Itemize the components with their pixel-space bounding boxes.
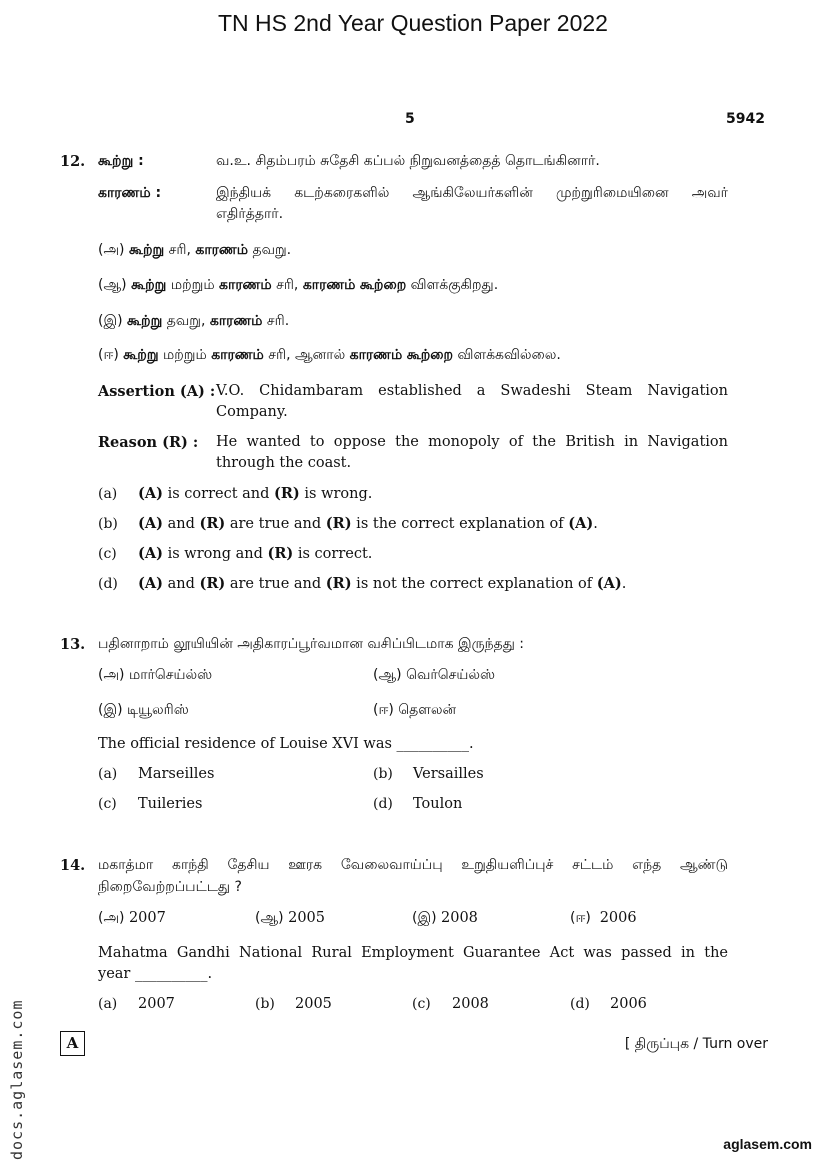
option-text-part: காரணம்: [219, 277, 272, 293]
ta-option-i[interactable]: [98, 702, 189, 720]
option-text-part: காரணம்: [349, 347, 403, 363]
option-label: (c): [412, 996, 431, 1012]
page-title: TN HS 2nd Year Question Paper 2022: [218, 10, 608, 36]
assertion-ta-text: வ.உ. சிதம்பரம் சுதேசி கப்பல் நிறுவனத்தைத் தொடங்கினார்.: [216, 153, 600, 169]
option-text: 2005: [295, 996, 332, 1012]
option-label: (ஈ): [570, 910, 591, 926]
option-text-part: (R): [325, 575, 352, 592]
en-option-d[interactable]: [373, 796, 462, 812]
option-text-part: (A): [138, 485, 163, 502]
watermark-text: docs.aglasem.com: [8, 999, 26, 1160]
series-box: A: [60, 1031, 85, 1056]
en-option-a[interactable]: [98, 996, 175, 1012]
option-text-part: (A): [138, 515, 163, 532]
option-text-part: கூற்று: [131, 277, 167, 293]
reason-en-label: Reason (R) :: [98, 434, 199, 451]
option-text-part: சரி.: [262, 313, 290, 329]
ta-option-ii[interactable]: [373, 702, 456, 720]
option-text-part: தவறு,: [162, 313, 210, 329]
option-text-part: is the correct explanation of: [351, 516, 569, 532]
option-text-part: is wrong.: [299, 486, 373, 502]
ta-option-aa[interactable]: [255, 910, 325, 928]
ta-option-i[interactable]: [412, 910, 478, 928]
en-option-c[interactable]: [98, 796, 202, 812]
option-text-part: சரி,: [164, 242, 196, 258]
option-label: (b): [373, 766, 393, 782]
option-label: (d): [373, 796, 393, 812]
option-label: (d): [570, 996, 590, 1012]
option-text-part: (R): [267, 545, 294, 562]
option-text-part: and: [162, 516, 200, 532]
turn-over-note: [ திருப்புக / Turn over: [624, 1036, 768, 1052]
assertion-en-label: Assertion (A) :: [98, 383, 216, 400]
reason-en-line-1: He wanted to oppose the monopoly of the British in Navigation: [216, 434, 728, 450]
option-label: (b): [98, 516, 118, 532]
en-option-d[interactable]: [570, 996, 647, 1012]
option-text-part: (A): [596, 575, 622, 592]
assertion-en-line-1: V.O. Chidambaram established a Swadeshi Steam Navigation: [216, 383, 728, 399]
question-ta-text: பதினாறாம் லூயியின் அதிகாரப்பூர்வமான வசிப்பிடமாக இருந்தது :: [98, 636, 525, 652]
paper-code: 5942: [726, 111, 765, 127]
option-label: (ஈ): [373, 702, 394, 718]
option-text: 2007: [138, 996, 175, 1012]
option-text-part: (R): [325, 515, 352, 532]
question-en-text: The official residence of Louise XVI was __________.: [98, 736, 474, 752]
option-text-part: சரி,: [271, 277, 303, 293]
reason-ta-line-1: இந்தியக் கடற்கரைகளில் ஆங்கிலேயர்களின் முற்றுரிமையினை அவர்: [216, 185, 728, 201]
option-text-part: (R): [274, 485, 300, 502]
option-text-part: is not the correct explanation of: [351, 576, 597, 592]
option-text: Versailles: [413, 766, 484, 782]
option-label: (அ): [98, 242, 125, 258]
reason-ta-line-2: எதிர்த்தார்.: [216, 206, 284, 222]
en-option-b[interactable]: [255, 996, 332, 1012]
question-number: 13.: [60, 636, 86, 653]
ta-option-a[interactable]: [98, 242, 291, 260]
question-ta-line-1: மகாத்மா காந்தி தேசிய ஊரக வேலைவாய்ப்பு உறுதியளிப்புச் சட்டம் எந்த ஆண்டு: [98, 857, 728, 873]
option-text: Marseilles: [138, 766, 215, 782]
option-label: (அ): [98, 667, 125, 683]
option-text: மார்செய்ல்ஸ்: [128, 667, 213, 683]
option-label: (c): [98, 796, 117, 812]
option-label: (இ): [412, 910, 437, 926]
assertion-en-line-2: Company.: [216, 404, 288, 420]
reason-ta-label: காரணம் :: [98, 185, 162, 201]
en-option-c[interactable]: [412, 996, 489, 1012]
option-text: 2007: [128, 910, 166, 926]
option-text-part: is wrong and: [162, 546, 268, 562]
option-text-part: and: [162, 576, 200, 592]
option-text: Toulon: [413, 796, 463, 812]
option-text-part: .: [593, 516, 598, 532]
option-label: (a): [98, 486, 118, 502]
ta-option-i[interactable]: [98, 313, 289, 331]
option-text-part: கூற்று: [123, 347, 159, 363]
ta-option-ii[interactable]: [570, 910, 637, 928]
option-text: 2008: [441, 910, 478, 926]
ta-option-ii[interactable]: [98, 347, 561, 365]
ta-option-a[interactable]: [98, 910, 166, 928]
option-label: (ஆ): [255, 910, 284, 926]
question-number: 12.: [60, 153, 86, 170]
brand-footer: aglasem.com: [723, 1136, 812, 1152]
option-label: (a): [98, 766, 118, 782]
option-text-part: விளக்கவில்லை.: [453, 347, 561, 363]
option-text-part: காரணம்: [209, 313, 263, 329]
ta-option-aa[interactable]: [373, 667, 495, 685]
option-label: (இ): [98, 702, 123, 718]
option-text: 2008: [452, 996, 489, 1012]
en-option-a[interactable]: [98, 485, 372, 502]
option-text-part: கூற்றை: [359, 277, 407, 293]
assertion-ta-label: கூற்று :: [98, 153, 144, 169]
en-option-d[interactable]: [98, 575, 626, 592]
option-text: வெர்செய்ல்ஸ்: [406, 667, 496, 683]
en-option-c[interactable]: [98, 545, 372, 562]
option-text-part: காரணம்: [195, 242, 248, 258]
option-text-part: (A): [568, 515, 594, 532]
option-label: (ஈ): [98, 347, 119, 363]
option-text-part: are true and: [225, 576, 326, 592]
question-ta-line-2: நிறைவேற்றப்பட்டது ?: [98, 879, 242, 895]
option-text-part: தவறு.: [248, 242, 292, 258]
en-option-b[interactable]: [98, 515, 598, 532]
option-label: (b): [255, 996, 275, 1012]
option-text-part: கூற்று: [127, 313, 163, 329]
option-text-part: காரணம்: [211, 347, 264, 363]
option-text-part: கூற்றை: [406, 347, 454, 363]
en-option-a[interactable]: [98, 766, 214, 782]
option-text-part: விளக்குகிறது.: [406, 277, 499, 293]
option-label: (இ): [98, 313, 123, 329]
ta-option-aa[interactable]: [98, 277, 498, 295]
option-text-part: (A): [138, 575, 163, 592]
question-en-line-2: year __________.: [98, 966, 213, 982]
option-label: (ஆ): [373, 667, 402, 683]
reason-en-line-2: through the coast.: [216, 455, 352, 471]
page-number: 5: [405, 111, 415, 127]
option-text-part: மற்றும்: [166, 277, 220, 293]
question-number: 14.: [60, 857, 86, 874]
option-text-part: சரி, ஆனால்: [263, 347, 350, 363]
option-text-part: கூற்று: [128, 242, 165, 258]
option-label: (a): [98, 996, 118, 1012]
option-text-part: .: [621, 576, 627, 592]
option-text: 2006: [610, 996, 647, 1012]
option-text: 2006: [599, 910, 637, 926]
option-text: 2005: [288, 910, 325, 926]
ta-option-a[interactable]: [98, 667, 212, 685]
option-text-part: is correct.: [293, 546, 373, 562]
question-en-line-1: Mahatma Gandhi National Rural Employment Guarantee Act was passed in the: [98, 945, 728, 961]
option-text-part: are true and: [225, 516, 326, 532]
option-text: தௌலன்: [398, 702, 457, 718]
option-label: (d): [98, 576, 118, 592]
en-option-b[interactable]: [373, 766, 484, 782]
option-text: டியூலரிஸ்: [127, 702, 189, 718]
option-text-part: (A): [138, 545, 163, 562]
option-label: (ஆ): [98, 277, 127, 293]
option-label: (c): [98, 546, 117, 562]
option-label: (அ): [98, 910, 125, 926]
option-text-part: (R): [199, 515, 226, 532]
option-text-part: காரணம்: [302, 277, 356, 293]
option-text: Tuileries: [138, 796, 203, 812]
option-text-part: is correct and: [162, 486, 275, 502]
option-text-part: (R): [199, 575, 226, 592]
option-text-part: மற்றும்: [158, 347, 212, 363]
